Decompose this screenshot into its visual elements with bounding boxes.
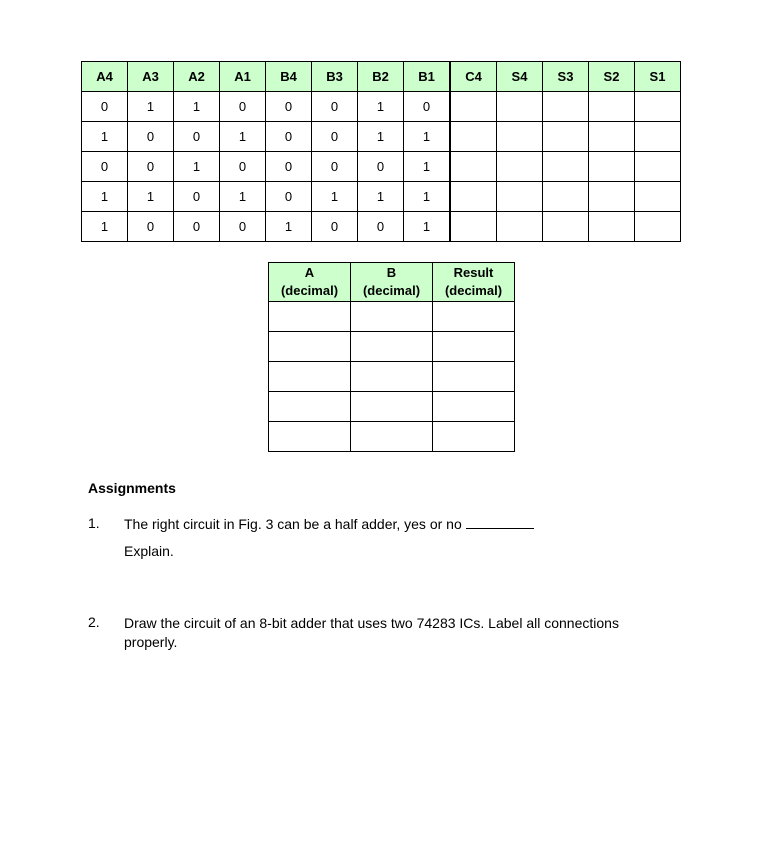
- truth-cell: 1: [404, 182, 451, 212]
- truth-cell: 0: [82, 152, 128, 182]
- truth-cell: 1: [220, 122, 266, 152]
- truth-cell[interactable]: [543, 152, 589, 182]
- decimal-cell[interactable]: [269, 332, 351, 362]
- truth-cell[interactable]: [635, 212, 681, 242]
- decimal-cell[interactable]: [269, 392, 351, 422]
- question-1-number: 1.: [88, 515, 100, 531]
- header-s3: S3: [543, 62, 589, 92]
- truth-cell: 0: [220, 152, 266, 182]
- truth-cell: 0: [266, 92, 312, 122]
- header-c4: C4: [450, 62, 497, 92]
- answer-blank[interactable]: [466, 516, 534, 529]
- decimal-cell[interactable]: [433, 392, 515, 422]
- truth-cell[interactable]: [589, 122, 635, 152]
- truth-cell: 0: [358, 152, 404, 182]
- truth-cell: 1: [358, 122, 404, 152]
- header-a-line2: (decimal): [280, 283, 339, 298]
- question-2-line2: properly.: [124, 634, 178, 650]
- truth-cell[interactable]: [635, 92, 681, 122]
- header-a-line1: A: [304, 265, 315, 280]
- truth-cell: 1: [128, 92, 174, 122]
- truth-cell[interactable]: [589, 152, 635, 182]
- truth-cell: 0: [266, 182, 312, 212]
- truth-table-row: [82, 152, 681, 182]
- truth-cell: 0: [174, 212, 220, 242]
- truth-table-row: [82, 92, 681, 122]
- header-b-line1: B: [386, 265, 397, 280]
- question-1-text: The right circuit in Fig. 3 can be a half adder, yes or no: [124, 516, 462, 532]
- header-result-line1: Result: [453, 265, 494, 280]
- truth-cell[interactable]: [450, 212, 497, 242]
- truth-cell[interactable]: [589, 212, 635, 242]
- truth-cell[interactable]: [635, 122, 681, 152]
- truth-cell[interactable]: [450, 92, 497, 122]
- truth-cell[interactable]: [635, 152, 681, 182]
- truth-cell: 1: [128, 182, 174, 212]
- truth-cell: 1: [82, 182, 128, 212]
- truth-cell: 1: [82, 212, 128, 242]
- decimal-cell[interactable]: [269, 362, 351, 392]
- truth-cell: 1: [404, 152, 451, 182]
- header-a1: A1: [220, 62, 266, 92]
- truth-cell[interactable]: [497, 212, 543, 242]
- header-s4: S4: [497, 62, 543, 92]
- truth-cell: 1: [404, 122, 451, 152]
- truth-table: [81, 61, 681, 242]
- truth-cell: 1: [82, 122, 128, 152]
- decimal-cell[interactable]: [351, 362, 433, 392]
- truth-cell: 0: [220, 212, 266, 242]
- truth-cell: 0: [358, 212, 404, 242]
- truth-cell[interactable]: [497, 92, 543, 122]
- header-b-decimal: [351, 263, 433, 302]
- decimal-cell[interactable]: [351, 422, 433, 452]
- truth-cell: 0: [128, 152, 174, 182]
- decimal-cell[interactable]: [351, 332, 433, 362]
- truth-cell: 0: [174, 182, 220, 212]
- truth-cell: 0: [312, 122, 358, 152]
- truth-cell: 1: [312, 182, 358, 212]
- header-s2: S2: [589, 62, 635, 92]
- truth-cell[interactable]: [497, 182, 543, 212]
- assignments-heading: Assignments: [88, 480, 176, 496]
- decimal-table-row: [269, 362, 515, 392]
- truth-cell[interactable]: [543, 182, 589, 212]
- header-b-line2: (decimal): [362, 283, 421, 298]
- truth-cell: 0: [128, 122, 174, 152]
- truth-cell: 0: [312, 92, 358, 122]
- truth-table-row: [82, 212, 681, 242]
- question-2-number: 2.: [88, 614, 100, 630]
- header-result-line2: (decimal): [444, 283, 503, 298]
- truth-cell: 0: [312, 212, 358, 242]
- truth-cell[interactable]: [543, 122, 589, 152]
- decimal-table: [268, 262, 515, 452]
- decimal-cell[interactable]: [433, 362, 515, 392]
- truth-cell[interactable]: [450, 182, 497, 212]
- decimal-table-header-row: [269, 263, 515, 302]
- decimal-cell[interactable]: [269, 302, 351, 332]
- decimal-table-row: [269, 332, 515, 362]
- question-1: [124, 515, 534, 534]
- header-a3: A3: [128, 62, 174, 92]
- decimal-table-row: [269, 392, 515, 422]
- decimal-cell[interactable]: [269, 422, 351, 452]
- truth-cell: 0: [128, 212, 174, 242]
- truth-cell: 1: [266, 212, 312, 242]
- header-a-decimal: [269, 263, 351, 302]
- truth-cell[interactable]: [497, 122, 543, 152]
- truth-cell: 1: [174, 152, 220, 182]
- truth-cell: 0: [220, 92, 266, 122]
- header-b3: B3: [312, 62, 358, 92]
- truth-cell: 0: [266, 122, 312, 152]
- header-a2: A2: [174, 62, 220, 92]
- truth-table-row: [82, 122, 681, 152]
- truth-cell: 0: [82, 92, 128, 122]
- truth-cell[interactable]: [450, 122, 497, 152]
- truth-cell: 1: [404, 212, 451, 242]
- question-2-text: Draw the circuit of an 8-bit adder that uses two 74283 ICs. Label all connections: [124, 615, 619, 631]
- truth-cell[interactable]: [450, 152, 497, 182]
- decimal-cell[interactable]: [433, 302, 515, 332]
- truth-cell: 0: [266, 152, 312, 182]
- truth-cell[interactable]: [497, 152, 543, 182]
- header-s1: S1: [635, 62, 681, 92]
- truth-cell: 0: [312, 152, 358, 182]
- header-a4: A4: [82, 62, 128, 92]
- truth-cell[interactable]: [543, 92, 589, 122]
- truth-table-row: [82, 182, 681, 212]
- decimal-cell[interactable]: [351, 392, 433, 422]
- truth-cell: 1: [220, 182, 266, 212]
- header-b1: B1: [404, 62, 451, 92]
- header-b4: B4: [266, 62, 312, 92]
- truth-cell: 1: [358, 92, 404, 122]
- decimal-table-row: [269, 302, 515, 332]
- decimal-cell[interactable]: [433, 422, 515, 452]
- truth-cell[interactable]: [635, 182, 681, 212]
- header-b2: B2: [358, 62, 404, 92]
- truth-cell[interactable]: [543, 212, 589, 242]
- truth-cell[interactable]: [589, 92, 635, 122]
- truth-cell: 0: [174, 122, 220, 152]
- header-result-decimal: [433, 263, 515, 302]
- truth-cell: 1: [174, 92, 220, 122]
- decimal-cell[interactable]: [351, 302, 433, 332]
- decimal-cell[interactable]: [433, 332, 515, 362]
- truth-cell: 0: [404, 92, 451, 122]
- decimal-table-row: [269, 422, 515, 452]
- truth-table-header-row: [82, 62, 681, 92]
- truth-cell: 1: [358, 182, 404, 212]
- truth-cell[interactable]: [589, 182, 635, 212]
- question-1-line2: Explain.: [124, 543, 174, 559]
